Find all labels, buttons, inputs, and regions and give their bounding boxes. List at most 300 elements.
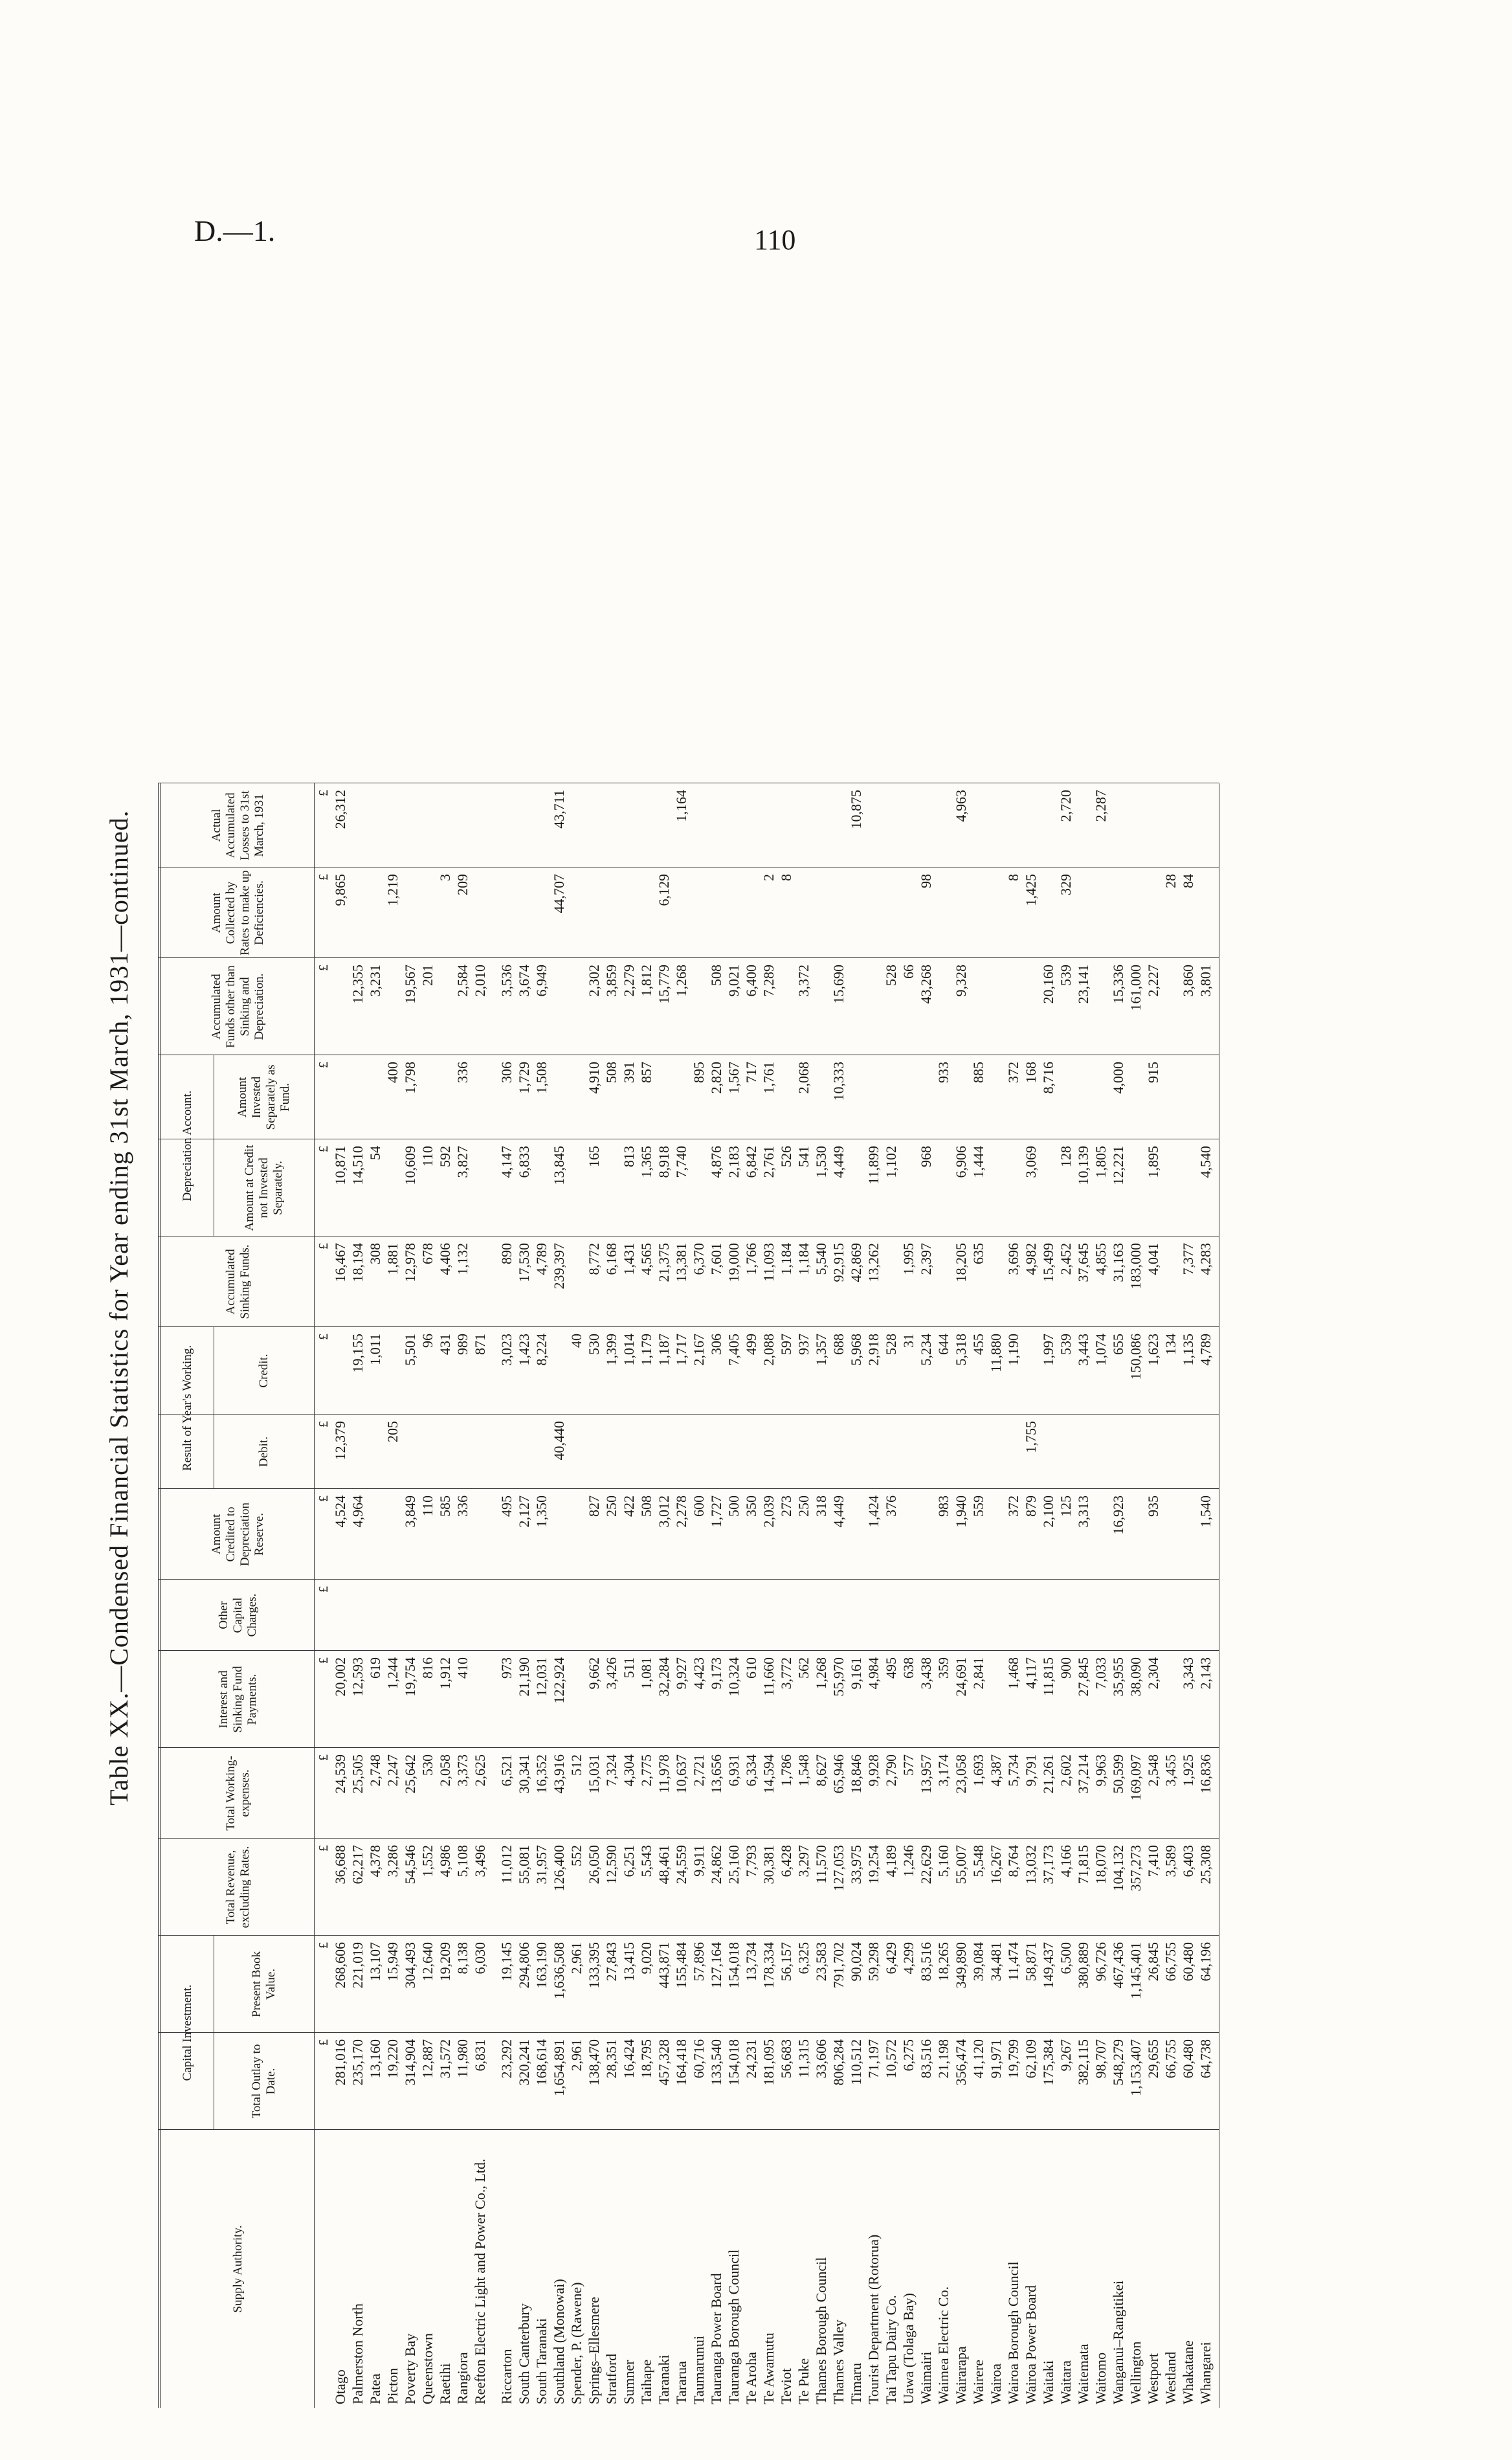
value-cell: 221,019 — [350, 1942, 366, 1989]
column-rule — [158, 1488, 1219, 1489]
value-cell: 110 — [419, 1146, 436, 1167]
header-debit: Debit. — [256, 1437, 271, 1467]
value-cell: 19,000 — [726, 1243, 742, 1282]
value-cell: 1,636,508 — [551, 1942, 567, 1999]
value-cell: 2,167 — [691, 1334, 707, 1366]
column-rule — [158, 1579, 1219, 1580]
authority-name: Patea — [367, 2373, 383, 2404]
value-cell: 3,343 — [1180, 1657, 1196, 1690]
table-top-rule — [158, 783, 161, 2408]
value-cell: 973 — [498, 1657, 515, 1679]
authority-name: Te Awamutu — [761, 2332, 777, 2404]
value-cell: 3,231 — [367, 965, 383, 997]
header-amount-credited: Amount Credited to Depreciation Reserve. — [209, 1502, 266, 1567]
value-cell: 1,268 — [673, 965, 689, 997]
authority-name: Whakatane — [1180, 2340, 1196, 2404]
value-cell: 1,995 — [900, 1243, 917, 1275]
value-cell: 9,173 — [708, 1657, 724, 1690]
value-cell: 12,593 — [350, 1657, 366, 1697]
value-cell: 1,727 — [708, 1495, 724, 1528]
value-cell: 43,711 — [551, 790, 567, 829]
value-cell: 33,975 — [848, 1845, 864, 1884]
value-cell: 7,377 — [1180, 1243, 1196, 1275]
value-cell: 8,716 — [1040, 1062, 1056, 1094]
value-cell: 968 — [918, 1146, 934, 1167]
value-cell: 18,265 — [935, 1942, 951, 1982]
header-present-book-value: Present Book Value. — [249, 1951, 278, 2017]
header-actual-losses: Actual Accumulated Losses to 31st March, 1931 — [209, 790, 266, 860]
value-cell: 268,606 — [332, 1942, 348, 1989]
value-cell: 26,050 — [586, 1845, 602, 1884]
value-cell: 12,031 — [533, 1657, 550, 1697]
authority-name: Stratford — [603, 2353, 619, 2404]
value-cell: 1,925 — [1180, 1754, 1196, 1787]
authority-name: Riccarton — [498, 2349, 515, 2404]
header-amount-collected: Amount Collected by Rates to make up Deficiencies. — [209, 870, 266, 956]
value-cell: 6,842 — [743, 1146, 759, 1178]
value-cell: 19,209 — [437, 1942, 453, 1982]
value-cell: 3,860 — [1180, 965, 1196, 997]
value-cell: 19,254 — [865, 1845, 882, 1884]
authority-name: Raetihi — [437, 2363, 453, 2404]
authority-name: Palmerston North — [350, 2303, 366, 2404]
value-cell: 31 — [900, 1334, 917, 1348]
value-cell: 6,428 — [778, 1845, 794, 1877]
value-cell: 2,841 — [970, 1657, 986, 1690]
value-cell: 4,984 — [865, 1657, 882, 1690]
value-cell: 13,734 — [743, 1942, 759, 1982]
value-cell: 935 — [1145, 1495, 1161, 1517]
value-cell: 4,910 — [586, 1062, 602, 1094]
value-cell: 42,869 — [848, 1243, 864, 1282]
value-cell: 19,754 — [402, 1657, 418, 1697]
value-cell: 791,702 — [830, 1942, 847, 1989]
value-cell: 11,660 — [761, 1657, 777, 1696]
table-title: Table XX.—Condensed Financial Statistics for Year ending 31st March, 1931—continued. — [104, 810, 133, 1806]
value-cell: 511 — [621, 1657, 637, 1679]
value-cell: 431 — [437, 1334, 453, 1355]
value-cell: 165 — [586, 1146, 602, 1167]
value-cell: 15,031 — [586, 1754, 602, 1794]
value-cell: 933 — [935, 1062, 951, 1083]
value-cell: 13,656 — [708, 1754, 724, 1794]
value-cell: 24,862 — [708, 1845, 724, 1884]
value-cell: 890 — [498, 1243, 515, 1264]
value-cell: 110,512 — [848, 2039, 864, 2085]
header-amount-at-credit: Amount at Credit not Invested Separately. — [242, 1145, 285, 1231]
value-cell: 499 — [743, 1334, 759, 1355]
value-cell: 19,220 — [384, 2039, 401, 2079]
value-cell: 10,637 — [673, 1754, 689, 1794]
authority-name: Spender, P. (Rawene) — [568, 2282, 584, 2404]
header-total-working: Total Working-expenses. — [223, 1756, 252, 1831]
value-cell: 539 — [1058, 965, 1074, 986]
value-cell: 11,315 — [795, 2039, 812, 2078]
value-cell: 885 — [970, 1062, 986, 1083]
authority-name: Whangarei — [1197, 2342, 1214, 2404]
value-cell: 3,455 — [1162, 1754, 1179, 1787]
authority-name: Queenstown — [419, 2333, 436, 2404]
value-cell: 410 — [454, 1657, 471, 1679]
report-code: D.—1. — [194, 214, 276, 247]
authority-name: Westport — [1145, 2353, 1161, 2404]
column-rule — [158, 1650, 1219, 1651]
value-cell: 7,793 — [743, 1845, 759, 1877]
value-cell: 9,865 — [332, 874, 348, 906]
value-cell: 205 — [384, 1421, 401, 1442]
value-cell: 3,313 — [1075, 1495, 1091, 1528]
authority-name: South Canterbury — [516, 2303, 532, 2404]
authority-name: Tai Tapu Dairy Co. — [883, 2295, 899, 2404]
value-cell: 9,963 — [1093, 1754, 1109, 1787]
header-supply-authority: Supply Authority. — [230, 2225, 245, 2313]
value-cell: 3,859 — [603, 965, 619, 997]
value-cell: 30,341 — [516, 1754, 532, 1794]
unit-pound-symbol: £ — [317, 1146, 331, 1152]
header-capital-investment: Capital Investment. — [181, 1984, 194, 2081]
value-cell: 372 — [1005, 1062, 1021, 1083]
value-cell: 3,674 — [516, 965, 532, 997]
value-cell: 7,410 — [1145, 1845, 1161, 1877]
value-cell: 9,662 — [586, 1657, 602, 1690]
value-cell: 54,546 — [402, 1845, 418, 1884]
authority-name: Southland (Monowai) — [551, 2279, 567, 2404]
value-cell: 35,955 — [1110, 1657, 1126, 1697]
authority-name: Springs–Ellesmere — [586, 2296, 602, 2404]
column-rule — [158, 2129, 1219, 2130]
authority-name: Uawa (Tolaga Bay) — [900, 2293, 917, 2404]
value-cell: 24,231 — [743, 2039, 759, 2079]
value-cell: 3,438 — [918, 1657, 934, 1690]
value-cell: 9,021 — [726, 965, 742, 997]
value-cell: 26,312 — [332, 790, 348, 829]
value-cell: 2,625 — [472, 1754, 488, 1787]
value-cell: 127,053 — [830, 1845, 847, 1892]
value-cell: 400 — [384, 1062, 401, 1083]
value-cell: 10,333 — [830, 1062, 847, 1101]
value-cell: 1,014 — [621, 1334, 637, 1366]
value-cell: 1,357 — [813, 1334, 829, 1366]
value-cell: 7,601 — [708, 1243, 724, 1275]
value-cell: 585 — [437, 1495, 453, 1517]
column-rule — [158, 1935, 1219, 1936]
value-cell: 161,000 — [1128, 965, 1144, 1011]
value-cell: 2,127 — [516, 1495, 532, 1528]
value-cell: 4,982 — [1023, 1243, 1039, 1275]
value-cell: 38,090 — [1128, 1657, 1144, 1697]
authority-name: Waitara — [1058, 2360, 1074, 2404]
value-cell: 31,572 — [437, 2039, 453, 2079]
value-cell: 83,516 — [918, 1942, 934, 1982]
value-cell: 2,820 — [708, 1062, 724, 1094]
value-cell: 11,978 — [656, 1754, 672, 1793]
value-cell: 443,871 — [656, 1942, 672, 1989]
value-cell: 308 — [367, 1243, 383, 1264]
unit-pound-symbol: £ — [317, 874, 331, 880]
value-cell: 15,779 — [656, 965, 672, 1004]
value-cell: 96,726 — [1093, 1942, 1109, 1982]
value-cell: 1,132 — [454, 1243, 471, 1275]
value-cell: 1,350 — [533, 1495, 550, 1528]
value-cell: 4,000 — [1110, 1062, 1126, 1094]
value-cell: 1,365 — [638, 1146, 654, 1178]
value-cell: 7,289 — [761, 965, 777, 997]
value-cell: 23,058 — [953, 1754, 969, 1794]
value-cell: 422 — [621, 1495, 637, 1517]
value-cell: 1,812 — [638, 965, 654, 997]
value-cell: 55,970 — [830, 1657, 847, 1697]
value-cell: 36,688 — [332, 1845, 348, 1884]
value-cell: 2,088 — [761, 1334, 777, 1366]
value-cell: 8,224 — [533, 1334, 550, 1366]
authority-name: Tauranga Borough Council — [726, 2249, 742, 2404]
value-cell: 2,602 — [1058, 1754, 1074, 1787]
value-cell: 18,846 — [848, 1754, 864, 1794]
value-cell: 4,304 — [621, 1754, 637, 1787]
authority-name: Westland — [1162, 2351, 1179, 2404]
value-cell: 128 — [1058, 1146, 1074, 1167]
value-cell: 7,033 — [1093, 1657, 1109, 1690]
value-cell: 25,308 — [1197, 1845, 1214, 1884]
value-cell: 6,521 — [498, 1754, 515, 1787]
value-cell: 577 — [900, 1754, 917, 1776]
value-cell: 380,889 — [1075, 1942, 1091, 1989]
value-cell: 4,166 — [1058, 1845, 1074, 1877]
value-cell: 539 — [1058, 1334, 1074, 1355]
unit-pound-symbol: £ — [317, 1754, 331, 1761]
value-cell: 9,911 — [691, 1845, 707, 1877]
value-cell: 5,548 — [970, 1845, 986, 1877]
value-cell: 813 — [621, 1146, 637, 1167]
authority-name: Wairoa — [988, 2364, 1004, 2404]
authority-name: Poverty Bay — [402, 2333, 418, 2404]
value-cell: 23,292 — [498, 2039, 515, 2079]
value-cell: 17,530 — [516, 1243, 532, 1282]
value-cell: 597 — [778, 1334, 794, 1355]
value-cell: 62,217 — [350, 1845, 366, 1884]
value-cell: 4,986 — [437, 1845, 453, 1877]
unit-pound-symbol: £ — [317, 1495, 331, 1502]
value-cell: 1,184 — [795, 1243, 812, 1275]
column-rule — [158, 1838, 1219, 1839]
value-cell: 155,484 — [673, 1942, 689, 1989]
value-cell: 530 — [419, 1754, 436, 1776]
value-cell: 455 — [970, 1334, 986, 1355]
value-cell: 60,480 — [1180, 1942, 1196, 1982]
value-cell: 1,184 — [778, 1243, 794, 1275]
value-cell: 126,400 — [551, 1845, 567, 1892]
value-cell: 13,032 — [1023, 1845, 1039, 1884]
value-cell: 4,387 — [988, 1754, 1004, 1787]
value-cell: 10,572 — [883, 2039, 899, 2079]
value-cell: 2,304 — [1145, 1657, 1161, 1690]
value-cell: 541 — [795, 1146, 812, 1167]
value-cell: 164,418 — [673, 2039, 689, 2086]
value-cell: 175,384 — [1040, 2039, 1056, 2086]
value-cell: 1,074 — [1093, 1334, 1109, 1366]
value-cell: 27,843 — [603, 1942, 619, 1982]
value-cell: 2,287 — [1093, 790, 1109, 822]
value-cell: 508 — [708, 965, 724, 986]
value-cell: 467,436 — [1110, 1942, 1126, 1989]
value-cell: 11,093 — [761, 1243, 777, 1282]
value-cell: 5,318 — [953, 1334, 969, 1366]
value-cell: 12,978 — [402, 1243, 418, 1282]
value-cell: 526 — [778, 1146, 794, 1167]
value-cell: 5,501 — [402, 1334, 418, 1366]
value-cell: 104,132 — [1110, 1845, 1126, 1892]
value-cell: 18,194 — [350, 1243, 366, 1282]
value-cell: 359 — [935, 1657, 951, 1679]
value-cell: 8,138 — [454, 1942, 471, 1974]
value-cell: 18,795 — [638, 2039, 654, 2079]
value-cell: 125 — [1058, 1495, 1074, 1517]
unit-pound-symbol: £ — [317, 1421, 331, 1427]
value-cell: 879 — [1023, 1495, 1039, 1517]
value-cell: 149,437 — [1040, 1942, 1056, 1989]
value-cell: 31,163 — [1110, 1243, 1126, 1282]
value-cell: 239,397 — [551, 1243, 567, 1290]
value-cell: 13,262 — [865, 1243, 882, 1282]
value-cell: 4,449 — [830, 1495, 847, 1528]
value-cell: 56,157 — [778, 1942, 794, 1982]
value-cell: 20,002 — [332, 1657, 348, 1697]
value-cell: 318 — [813, 1495, 829, 1517]
value-cell: 2,183 — [726, 1146, 742, 1178]
value-cell: 1,755 — [1023, 1421, 1039, 1453]
value-cell: 58,871 — [1023, 1942, 1039, 1982]
value-cell: 15,336 — [1110, 965, 1126, 1004]
header-accumulated-funds: Accumulated Funds other than Sinking and Depreciation. — [209, 965, 266, 1048]
value-cell: 1,444 — [970, 1146, 986, 1178]
value-cell: 28,351 — [603, 2039, 619, 2079]
value-cell: 98,707 — [1093, 2039, 1109, 2079]
header-other-capital: Other Capital Charges. — [216, 1593, 259, 1637]
value-cell: 28 — [1162, 874, 1179, 888]
authority-name: Rangiora — [454, 2352, 471, 2404]
value-cell: 62,109 — [1023, 2039, 1039, 2079]
value-cell: 250 — [795, 1495, 812, 1517]
value-cell: 11,980 — [454, 2039, 471, 2078]
value-cell: 548,279 — [1110, 2039, 1126, 2086]
authority-name: Waitomo — [1093, 2352, 1109, 2404]
value-cell: 4,378 — [367, 1845, 383, 1877]
header-bottom-rule — [314, 783, 315, 2408]
unit-pound-symbol: £ — [317, 2039, 331, 2046]
value-cell: 2,279 — [621, 965, 637, 997]
value-cell: 13,957 — [918, 1754, 934, 1794]
value-cell: 7,405 — [726, 1334, 742, 1366]
value-cell: 356,474 — [953, 2039, 969, 2086]
value-cell: 9,328 — [953, 965, 969, 997]
value-cell: 19,567 — [402, 965, 418, 1004]
value-cell: 508 — [603, 1062, 619, 1083]
authority-name: Tararua — [673, 2361, 689, 2404]
value-cell: 122,924 — [551, 1657, 567, 1704]
value-cell: 655 — [1110, 1334, 1126, 1355]
authority-name: Thames Valley — [830, 2320, 847, 2404]
value-cell: 10,875 — [848, 790, 864, 829]
authority-name: Waitemata — [1075, 2343, 1091, 2404]
value-cell: 11,570 — [813, 1845, 829, 1884]
value-cell: 281,016 — [332, 2039, 348, 2086]
value-cell: 2 — [761, 874, 777, 881]
value-cell: 9,161 — [848, 1657, 864, 1690]
value-cell: 688 — [830, 1334, 847, 1355]
value-cell: 1,011 — [367, 1334, 383, 1365]
value-cell: 1,425 — [1023, 874, 1039, 906]
value-cell: 96 — [419, 1334, 436, 1348]
value-cell: 12,590 — [603, 1845, 619, 1884]
value-cell: 20,160 — [1040, 965, 1056, 1004]
value-cell: 2,548 — [1145, 1754, 1161, 1787]
value-cell: 457,328 — [656, 2039, 672, 2086]
value-cell: 391 — [621, 1062, 637, 1083]
value-cell: 201 — [419, 965, 436, 986]
header-amount-invested: Amount Invested Separately as Fund. — [235, 1064, 292, 1130]
value-cell: 3,496 — [472, 1845, 488, 1877]
value-cell: 6,833 — [516, 1146, 532, 1178]
value-cell: 1,567 — [726, 1062, 742, 1094]
value-cell: 8,918 — [656, 1146, 672, 1178]
value-cell: 857 — [638, 1062, 654, 1083]
value-cell: 43,916 — [551, 1754, 567, 1794]
authority-name: Wairoa Power Board — [1023, 2285, 1039, 2404]
authority-name: Thames Borough Council — [813, 2257, 829, 2404]
value-cell: 13,381 — [673, 1243, 689, 1282]
value-cell: 1,135 — [1180, 1334, 1196, 1366]
value-cell: 512 — [568, 1754, 584, 1776]
value-cell: 3,536 — [498, 965, 515, 997]
value-cell: 6,400 — [743, 965, 759, 997]
value-cell: 1,508 — [533, 1062, 550, 1094]
value-cell: 336 — [454, 1062, 471, 1083]
value-cell: 11,474 — [1005, 1942, 1021, 1981]
value-cell: 9,020 — [638, 1942, 654, 1974]
value-cell: 717 — [743, 1062, 759, 1083]
value-cell: 2,100 — [1040, 1495, 1056, 1528]
value-cell: 178,334 — [761, 1942, 777, 1989]
value-cell: 71,815 — [1075, 1845, 1091, 1884]
value-cell: 55,081 — [516, 1845, 532, 1884]
value-cell: 24,539 — [332, 1754, 348, 1794]
value-cell: 6,251 — [621, 1845, 637, 1877]
value-cell: 19,145 — [498, 1942, 515, 1982]
value-cell: 6,500 — [1058, 1942, 1074, 1974]
value-cell: 30,381 — [761, 1845, 777, 1884]
value-cell: 71,197 — [865, 2039, 882, 2079]
value-cell: 60,716 — [691, 2039, 707, 2079]
value-cell: 64,196 — [1197, 1942, 1214, 1982]
value-cell: 2,039 — [761, 1495, 777, 1528]
value-cell: 3,827 — [454, 1146, 471, 1178]
rotated-table-page — [104, 207, 1512, 2408]
value-cell: 495 — [883, 1657, 899, 1679]
value-cell: 50,599 — [1110, 1754, 1126, 1794]
value-cell: 27,845 — [1075, 1657, 1091, 1697]
value-cell: 1,399 — [603, 1334, 619, 1366]
authority-name: South Taranaki — [533, 2318, 550, 2404]
value-cell: 3,426 — [603, 1657, 619, 1690]
value-cell: 304,493 — [402, 1942, 418, 1989]
value-cell: 10,871 — [332, 1146, 348, 1185]
value-cell: 13,845 — [551, 1146, 567, 1185]
value-cell: 14,510 — [350, 1146, 366, 1185]
value-cell: 154,018 — [726, 2039, 742, 2086]
value-cell: 3,772 — [778, 1657, 794, 1690]
value-cell: 320,241 — [516, 2039, 532, 2086]
value-cell: 37,173 — [1040, 1845, 1056, 1884]
